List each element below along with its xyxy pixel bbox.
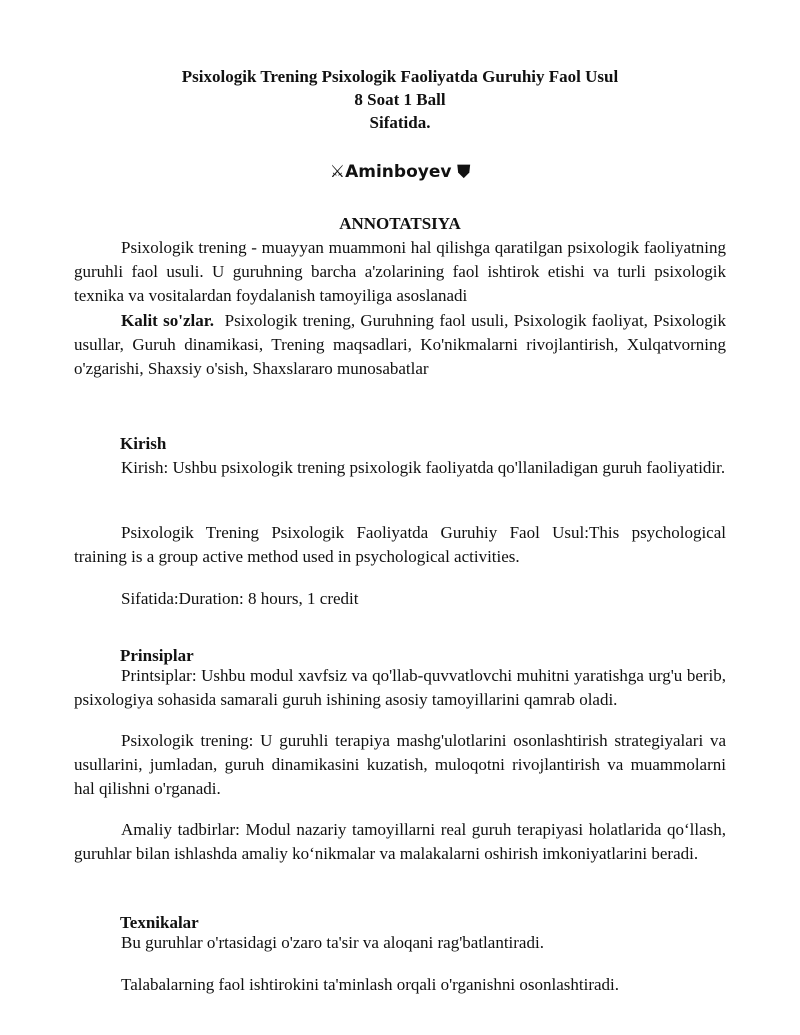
principles-paragraph-1: Printsiplar: Ushbu modul xavfsiz va qo'llab-quvvatlovchi muhitni yaratishga urg'u berib, psixologiya sohasida samarali guruh ishining asosiy tamoyillarini qamrab oladi.: [74, 666, 726, 709]
principles-paragraph-3: Amaliy tadbirlar: Modul nazariy tamoyillarni real guruh terapiyasi holatlarida qo‘llash, guruhlar bilan ishlashda amaliy ko‘nikmalar va malakalarni oshirish imkoniyatlarini beradi.: [74, 820, 726, 863]
annotation-heading: ANNOTATSIYA: [339, 214, 461, 233]
principles-heading: Prinsiplar: [120, 646, 194, 665]
annotation-paragraph: Psixologik trening - muayyan muammoni hal qilishga qaratilgan psixologik faoliyatning guruhli faol usuli. U guruhning barcha a'zolarining faol ishtirok etishi va turli psixologik texnika va vositalardan foydalanish tamoyiliga asoslanadi: [74, 238, 726, 305]
author-line: [0, 160, 800, 184]
crossed-swords-icon: ⚔: [329, 162, 346, 182]
shield-icon: ⛊: [457, 162, 471, 182]
document-title-line-2: 8 Soat 1 Ball: [354, 90, 446, 109]
techniques-paragraph-1: Bu guruhlar o'rtasidagi o'zaro ta'sir va aloqani rag'batlantiradi.: [121, 933, 544, 952]
keywords-paragraph: [74, 309, 726, 381]
keywords-label: Kalit so'zlar.: [121, 311, 214, 330]
intro-paragraph-2: Psixologik Trening Psixologik Faoliyatda Guruhiy Faol Usul:This psychological training is a group active method used in psychological activities.: [74, 523, 726, 566]
document-title-line-3: Sifatida.: [369, 113, 431, 132]
intro-paragraph-1: Kirish: Ushbu psixologik trening psixologik faoliyatda qo'llaniladigan guruh faoliyatidir.: [121, 458, 726, 477]
author-name: Aminboyev: [345, 162, 452, 182]
document-title-line-1: Psixologik Trening Psixologik Faoliyatda Guruhiy Faol Usul: [181, 67, 619, 86]
intro-heading: Kirish: [120, 434, 167, 453]
principles-paragraph-2: Psixologik trening: U guruhli terapiya mashg'ulotlarini osonlashtirish strategiyalari va usullarini, jumladan, guruh dinamikasini kuzatish, muloqotni rivojlantirish va muammolarni hal qilishni o'rganadi.: [74, 731, 726, 798]
techniques-heading: Texnikalar: [120, 913, 199, 932]
intro-paragraph-3: Sifatida:Duration: 8 hours, 1 credit: [121, 589, 359, 608]
keywords-text: Psixologik trening, Guruhning faol usuli, Psixologik faoliyat, Psixologik usullar, Guruh dinamikasi, Trening maqsadlari, Ko'nikmalarni rivojlantirish, Xulqatvorning o'zgarishi, Shaxsiy o'sish, Shaxslararo munosabatlar: [74, 311, 726, 378]
techniques-paragraph-2: Talabalarning faol ishtirokini ta'minlash orqali o'rganishni osonlashtiradi.: [121, 975, 619, 994]
